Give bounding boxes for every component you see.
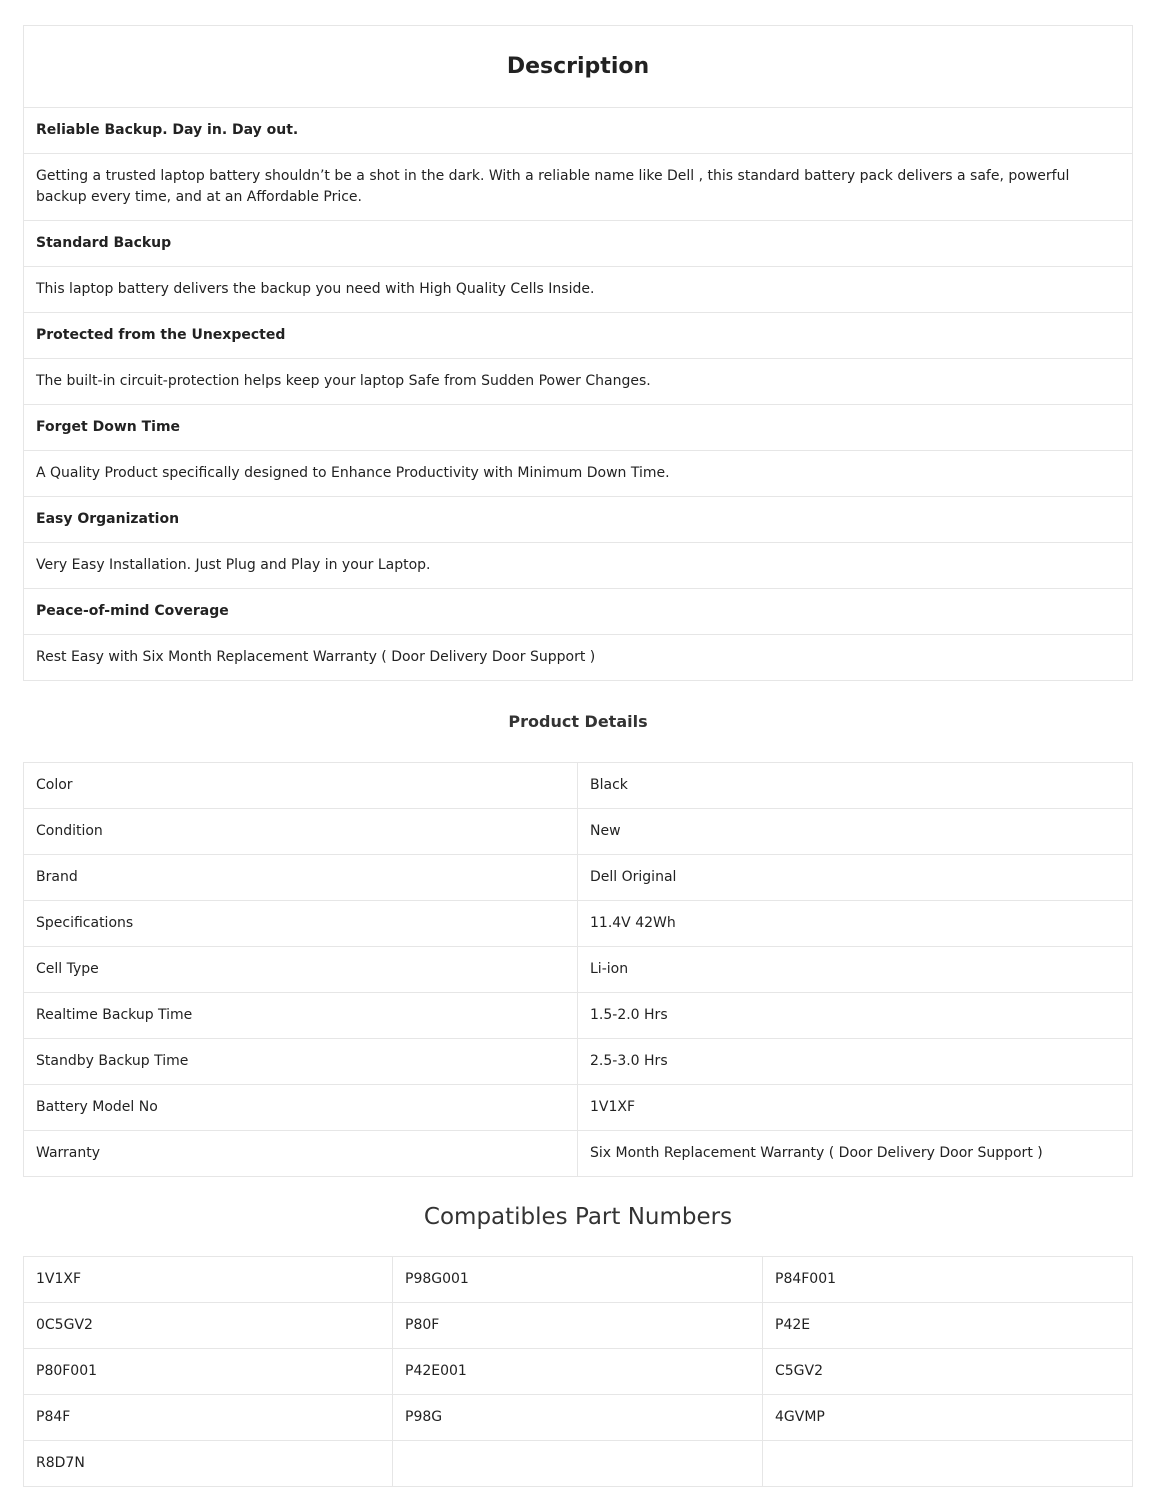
detail-label: Realtime Backup Time [24,993,578,1039]
detail-row [24,901,1133,947]
parts-row [24,1349,1133,1395]
description-heading-row [24,108,1133,154]
parts-row [24,1303,1133,1349]
section-text: Rest Easy with Six Month Replacement Warranty ( Door Delivery Door Support ) [24,635,1133,681]
detail-row [24,1039,1133,1085]
detail-label: Standby Backup Time [24,1039,578,1085]
parts-row [24,1395,1133,1441]
description-heading-row [24,313,1133,359]
part-number: P80F001 [24,1349,393,1395]
description-table [23,25,1133,681]
section-heading: Reliable Backup. Day in. Day out. [24,108,1133,154]
detail-row [24,1131,1133,1177]
product-details-title: Product Details [508,712,648,731]
detail-value: Six Month Replacement Warranty ( Door Delivery Door Support ) [578,1131,1133,1177]
detail-label: Color [24,763,578,809]
section-heading: Forget Down Time [24,405,1133,451]
description-heading-row [24,589,1133,635]
section-heading: Standard Backup [24,221,1133,267]
detail-label: Brand [24,855,578,901]
section-heading: Peace-of-mind Coverage [24,589,1133,635]
part-number: P84F [24,1395,393,1441]
description-text-row [24,359,1133,405]
section-text: Very Easy Installation. Just Plug and Play in your Laptop. [24,543,1133,589]
detail-row [24,993,1133,1039]
detail-value: 1V1XF [578,1085,1133,1131]
detail-value: New [578,809,1133,855]
parts-row [24,1257,1133,1303]
detail-value: Black [578,763,1133,809]
empty-cell [393,1441,763,1487]
part-number: P42E [763,1303,1133,1349]
description-text-row [24,635,1133,681]
detail-label: Condition [24,809,578,855]
description-text-row [24,451,1133,497]
detail-row [24,809,1133,855]
part-number: 0C5GV2 [24,1303,393,1349]
detail-label: Specifications [24,901,578,947]
part-number: R8D7N [24,1441,393,1487]
description-heading-row [24,221,1133,267]
product-details-table [23,762,1133,1177]
description-text-row [24,154,1133,221]
part-number: C5GV2 [763,1349,1133,1395]
detail-value: Li-ion [578,947,1133,993]
compatible-parts-title: Compatibles Part Numbers [423,1204,733,1230]
detail-value: 2.5-3.0 Hrs [578,1039,1133,1085]
detail-row [24,855,1133,901]
compatible-parts-table [23,1256,1133,1487]
empty-cell [763,1441,1133,1487]
detail-value: 1.5-2.0 Hrs [578,993,1133,1039]
part-number: 4GVMP [763,1395,1133,1441]
part-number: P80F [393,1303,763,1349]
description-heading-row [24,405,1133,451]
detail-value: Dell Original [578,855,1133,901]
detail-row [24,947,1133,993]
section-heading: Easy Organization [24,497,1133,543]
description-title: Description [24,26,1133,108]
section-text: The built-in circuit-protection helps keep your laptop Safe from Sudden Power Changes. [24,359,1133,405]
part-number: P98G [393,1395,763,1441]
part-number: P42E001 [393,1349,763,1395]
detail-row [24,1085,1133,1131]
description-heading-row [24,497,1133,543]
section-heading: Protected from the Unexpected [24,313,1133,359]
description-text-row [24,267,1133,313]
part-number: P84F001 [763,1257,1133,1303]
section-text: This laptop battery delivers the backup you need with High Quality Cells Inside. [24,267,1133,313]
detail-label: Battery Model No [24,1085,578,1131]
parts-row [24,1441,1133,1487]
description-text-row [24,543,1133,589]
detail-value: 11.4V 42Wh [578,901,1133,947]
description-title-row [24,26,1133,108]
detail-label: Warranty [24,1131,578,1177]
section-text: Getting a trusted laptop battery shouldn’t be a shot in the dark. With a reliable name like Dell , this standard battery pack delivers a safe, powerful backup every time, and at an Affordable Price. [24,154,1133,221]
section-text: A Quality Product specifically designed to Enhance Productivity with Minimum Down Time. [24,451,1133,497]
part-number: P98G001 [393,1257,763,1303]
detail-label: Cell Type [24,947,578,993]
part-number: 1V1XF [24,1257,393,1303]
detail-row [24,763,1133,809]
